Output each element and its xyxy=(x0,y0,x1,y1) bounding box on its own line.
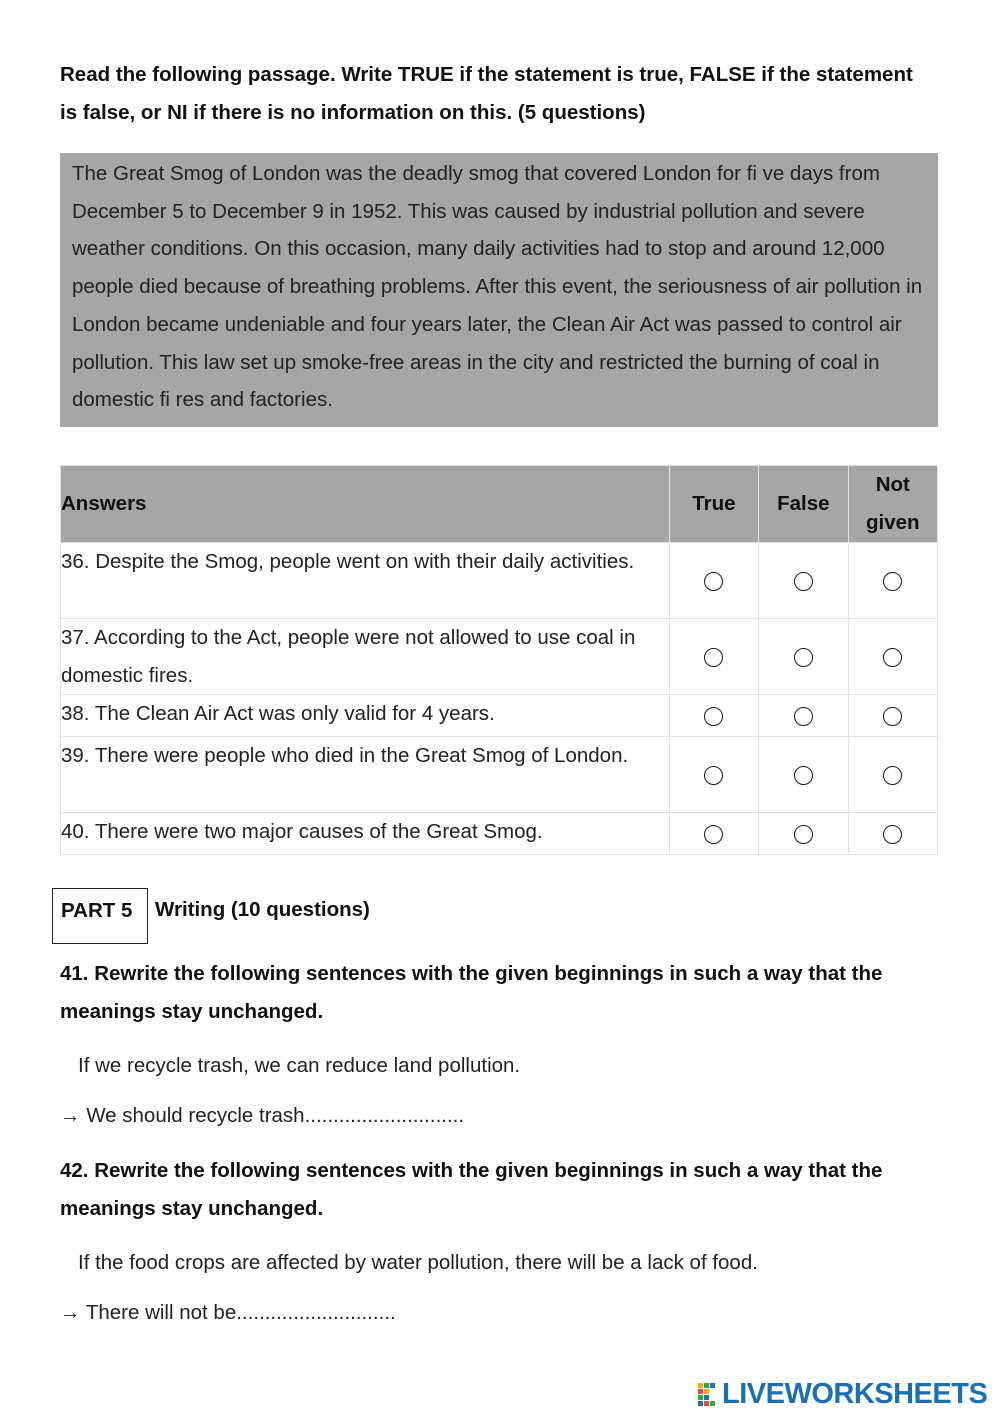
radio-not-given[interactable] xyxy=(883,572,902,591)
radio-true[interactable] xyxy=(704,572,723,591)
question-sentence: If the food crops are affected by water pollution, there will be a lack of food. xyxy=(78,1251,758,1274)
radio-not-given[interactable] xyxy=(883,707,902,726)
answer-table xyxy=(60,465,938,855)
question-text: 37. According to the Act, people were not allowed to use coal in domestic fires. xyxy=(61,619,670,695)
header-not-given: Not given xyxy=(848,466,937,543)
table-row xyxy=(61,813,938,855)
table-header-row xyxy=(61,466,938,543)
instructions: Read the following passage. Write TRUE if the statement is true, FALSE if the statement is false, or NI if there is no information on this. (5 questions) xyxy=(60,63,913,124)
question-text: 36. Despite the Smog, people went on with their daily activities. xyxy=(61,543,670,619)
rewrite-line[interactable]: → We should recycle trash............................ xyxy=(60,1104,465,1127)
radio-false[interactable] xyxy=(794,572,813,591)
radio-true[interactable] xyxy=(704,766,723,785)
rewrite-line[interactable]: → There will not be............................ xyxy=(60,1301,396,1324)
liveworksheets-logo-text: LIVEWORKSHEETS xyxy=(722,1378,988,1410)
radio-true[interactable] xyxy=(704,707,723,726)
table-row xyxy=(61,543,938,619)
header-answers: Answers xyxy=(61,466,670,543)
table-row xyxy=(61,619,938,695)
liveworksheets-logo-icon xyxy=(698,1383,720,1407)
part-title: Writing (10 questions) xyxy=(155,898,370,921)
question-text: 39. There were people who died in the Great Smog of London. xyxy=(61,737,670,813)
radio-not-given[interactable] xyxy=(883,648,902,667)
header-true: True xyxy=(669,466,758,543)
table-row xyxy=(61,737,938,813)
question-text: 40. There were two major causes of the Great Smog. xyxy=(61,813,670,855)
reading-passage: The Great Smog of London was the deadly smog that covered London for fi ve days from December 5 to December 9 in 1952. This was caused by industrial pollution and severe weather conditions. On this occasion, many daily activities had to stop and around 12,000 people died because of breathing problems. After this event, the seriousness of air pollution in London became undeniable and four years later, the Clean Air Act was passed to control air pollution. This law set up smoke-free areas in the city and restricted the burning of coal in domestic fi res and factories. xyxy=(60,153,938,427)
question-prompt: 42. Rewrite the following sentences with the given beginnings in such a way that the meanings stay unchanged. xyxy=(60,1159,883,1220)
radio-false[interactable] xyxy=(794,707,813,726)
liveworksheets-logo xyxy=(698,1378,987,1411)
radio-true[interactable] xyxy=(704,648,723,667)
question-sentence: If we recycle trash, we can reduce land pollution. xyxy=(78,1054,521,1077)
radio-not-given[interactable] xyxy=(883,825,902,844)
radio-false[interactable] xyxy=(794,825,813,844)
part-label: PART 5 xyxy=(52,888,148,944)
header-false: False xyxy=(759,466,848,543)
radio-not-given[interactable] xyxy=(883,766,902,785)
radio-false[interactable] xyxy=(794,648,813,667)
question-text: 38. The Clean Air Act was only valid for 4 years. xyxy=(61,695,670,737)
radio-true[interactable] xyxy=(704,825,723,844)
radio-false[interactable] xyxy=(794,766,813,785)
table-row xyxy=(61,695,938,737)
question-prompt: 41. Rewrite the following sentences with the given beginnings in such a way that the meanings stay unchanged. xyxy=(60,962,883,1023)
